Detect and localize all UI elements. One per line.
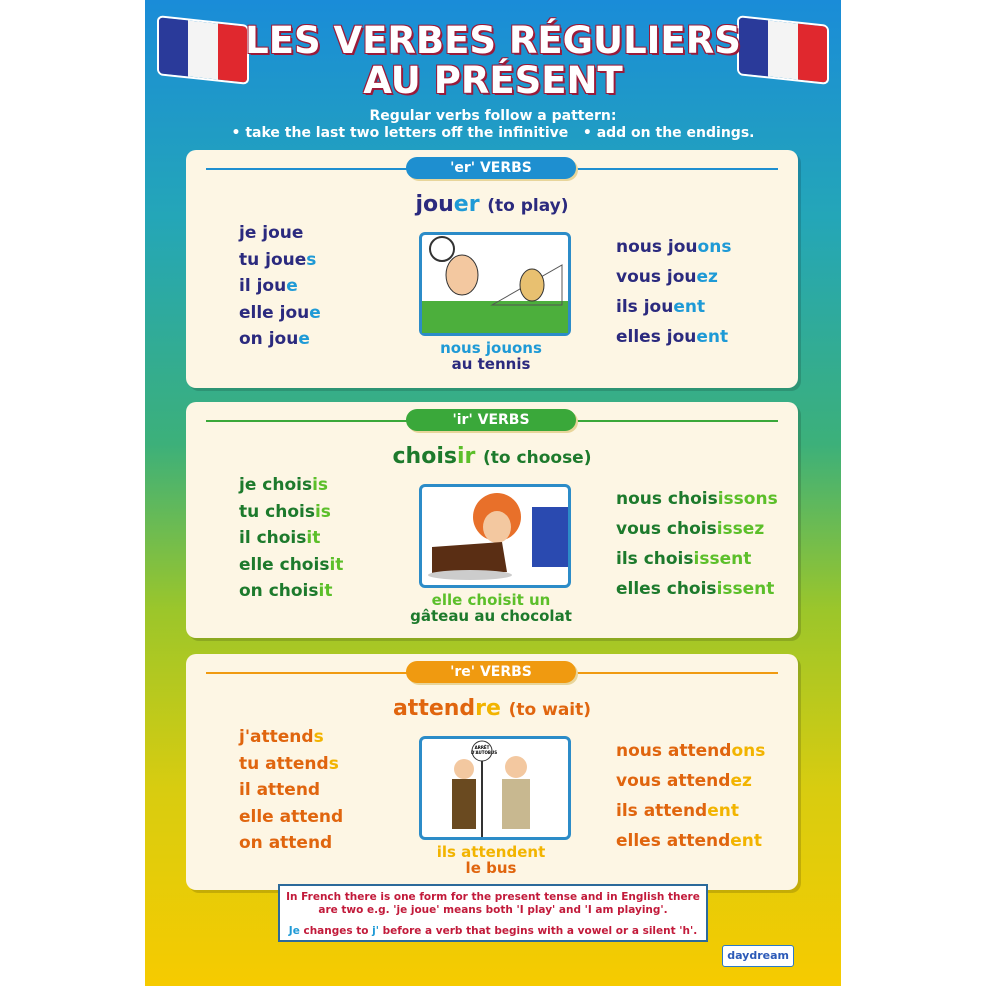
conjugation-right-2 (616, 292, 731, 322)
singular-conjugations (239, 472, 343, 605)
poster (145, 0, 841, 986)
conjugation-right-0 (616, 232, 731, 262)
re-verbs-badge: 're' VERBS (406, 661, 576, 683)
conjugation-right-0 (616, 736, 765, 766)
verb-stem: je chois (239, 475, 313, 495)
verb-stem: il chois (239, 528, 307, 548)
caption (376, 340, 606, 372)
verb-stem: vous jou (616, 267, 697, 287)
conjugation-right-0 (616, 484, 778, 514)
infinitive-stem: attend (392, 696, 476, 721)
verb-stem: elle chois (239, 554, 330, 575)
meaning: (to choose) (483, 448, 592, 468)
verb-stem: ils jou (616, 297, 674, 317)
verb-ending: s (306, 249, 317, 270)
verb-ending: issent (693, 549, 752, 569)
verb-ending: ent (707, 801, 739, 821)
verb-ending: e (286, 276, 298, 296)
verb-stem: ils chois (616, 549, 694, 569)
intro-bullets (145, 125, 841, 142)
verb-stem: nous jou (616, 237, 698, 257)
verb-ending: e (309, 302, 321, 323)
caption-line2: gâteau au chocolat (410, 607, 572, 625)
poster-title-line2: AU PRÉSENT (363, 59, 623, 102)
verb-ending: issent (716, 579, 775, 599)
infinitive-stem: chois (392, 444, 457, 469)
caption (376, 844, 606, 876)
caption-line1: nous jouons (440, 339, 542, 357)
bullet-2: • add on the endings. (582, 125, 755, 141)
note-box (278, 884, 708, 942)
verb-ending: ent (696, 327, 729, 347)
verb-ending: s (328, 753, 339, 774)
conjugation-right-1 (616, 766, 765, 796)
note-end: before a verb that begins with a vowel or a silent 'h'. (379, 925, 698, 937)
note-j: j' (372, 925, 379, 937)
caption-line2: le bus (465, 859, 517, 877)
note-line2: are two e.g. 'je joue' means both 'I play' and 'I am playing'. (318, 904, 668, 916)
intro-text: Regular verbs follow a pattern: (369, 108, 617, 124)
conjugation-left-0 (239, 724, 343, 751)
note-line1: In French there is one form for the present tense and in English there (286, 891, 700, 903)
verb-ending: is (312, 475, 329, 495)
infinitive-ending: er (453, 192, 480, 217)
conjugation-right-3 (616, 826, 765, 856)
infinitive-stem: jou (415, 192, 454, 217)
meaning: (to play) (487, 196, 569, 216)
verb-stem: nous chois (616, 489, 718, 509)
conjugation-left-4 (239, 578, 343, 605)
verb-ending: ons (697, 237, 732, 257)
conjugation-left-1 (239, 247, 321, 274)
daydream-logo: daydream (722, 945, 794, 967)
verb-ending: ez (696, 267, 718, 287)
er-verbs-badge: 'er' VERBS (406, 157, 576, 179)
conjugation-right-3 (616, 322, 731, 352)
infinitive (186, 192, 798, 217)
verb-stem: on attend (239, 833, 333, 853)
conjugation-left-0 (239, 472, 343, 499)
re-illustration (419, 736, 571, 840)
verb-stem: elle jou (239, 302, 310, 323)
singular-conjugations (239, 724, 343, 857)
plural-conjugations (616, 736, 765, 856)
caption-line2: au tennis (451, 355, 531, 373)
verb-ending: ons (731, 741, 766, 761)
caption-line1: elle choisit un (431, 591, 551, 609)
verb-stem: tu joue (239, 249, 307, 270)
infinitive (186, 444, 798, 469)
verb-ending: issons (717, 489, 778, 509)
conjugation-left-3 (239, 804, 343, 831)
conjugation-right-3 (616, 574, 778, 604)
verb-ending: it (318, 581, 333, 601)
verb-stem: vous attend (616, 771, 731, 791)
verb-stem: vous chois (616, 519, 717, 539)
note-je: Je (288, 925, 300, 937)
verb-ending: ez (730, 771, 752, 791)
infinitive (186, 696, 798, 721)
verb-ending: e (298, 329, 310, 349)
conjugation-left-3 (239, 552, 343, 579)
ir-illustration (419, 484, 571, 588)
ir-verbs-badge: 'ir' VERBS (406, 409, 576, 431)
conjugation-left-2 (239, 273, 321, 300)
verb-stem: elles jou (616, 327, 697, 347)
verb-ending: is (314, 501, 331, 522)
verb-stem: elle attend (239, 806, 344, 827)
conjugation-left-4 (239, 326, 321, 353)
conjugation-left-2 (239, 777, 343, 804)
conjugation-right-2 (616, 796, 765, 826)
plural-conjugations (616, 484, 778, 604)
verb-stem: elles chois (616, 579, 717, 599)
note-mid: changes to (299, 925, 373, 937)
verb-ending: it (329, 554, 344, 575)
bus-stop-sign: ARRÊT D'AUTOBUS (471, 745, 498, 755)
conjugation-right-1 (616, 514, 778, 544)
verb-stem: nous attend (616, 741, 732, 761)
verb-ending: ent (730, 831, 763, 851)
conjugation-right-2 (616, 544, 778, 574)
conjugation-left-0 (239, 220, 321, 247)
verb-stem: je joue (239, 223, 304, 243)
infinitive-ending: re (475, 696, 501, 721)
verb-stem: tu attend (239, 753, 329, 774)
verb-stem: tu chois (239, 501, 315, 522)
infinitive-ending: ir (456, 444, 476, 469)
meaning: (to wait) (508, 700, 592, 720)
er-verbs-panel (186, 150, 798, 388)
verb-ending: it (306, 528, 321, 548)
verb-stem: on chois (239, 581, 319, 601)
plural-conjugations (616, 232, 731, 352)
caption-line1: ils attendent (436, 843, 546, 861)
conjugation-left-2 (239, 525, 343, 552)
conjugation-left-1 (239, 751, 343, 778)
note-line3 (280, 925, 706, 938)
verb-stem: elles attend (616, 831, 731, 851)
er-illustration (419, 232, 571, 336)
caption (376, 592, 606, 624)
bullet-1: • take the last two letters off the infinitive (231, 125, 569, 141)
re-verbs-panel (186, 654, 798, 890)
verb-ending: ent (673, 297, 706, 317)
verb-stem: il jou (239, 276, 287, 296)
verb-stem: ils attend (616, 801, 708, 821)
ir-verbs-panel (186, 402, 798, 638)
verb-ending: issez (716, 519, 765, 539)
poster-title-line1: LES VERBES RÉGULIERS (245, 19, 741, 62)
conjugation-left-3 (239, 300, 321, 327)
verb-stem: on jou (239, 329, 299, 349)
conjugation-left-4 (239, 830, 343, 857)
verb-stem: il attend (239, 780, 321, 800)
verb-stem: j'attend (239, 727, 314, 747)
singular-conjugations (239, 220, 321, 353)
conjugation-right-1 (616, 262, 731, 292)
conjugation-left-1 (239, 499, 343, 526)
verb-ending: s (313, 727, 324, 747)
